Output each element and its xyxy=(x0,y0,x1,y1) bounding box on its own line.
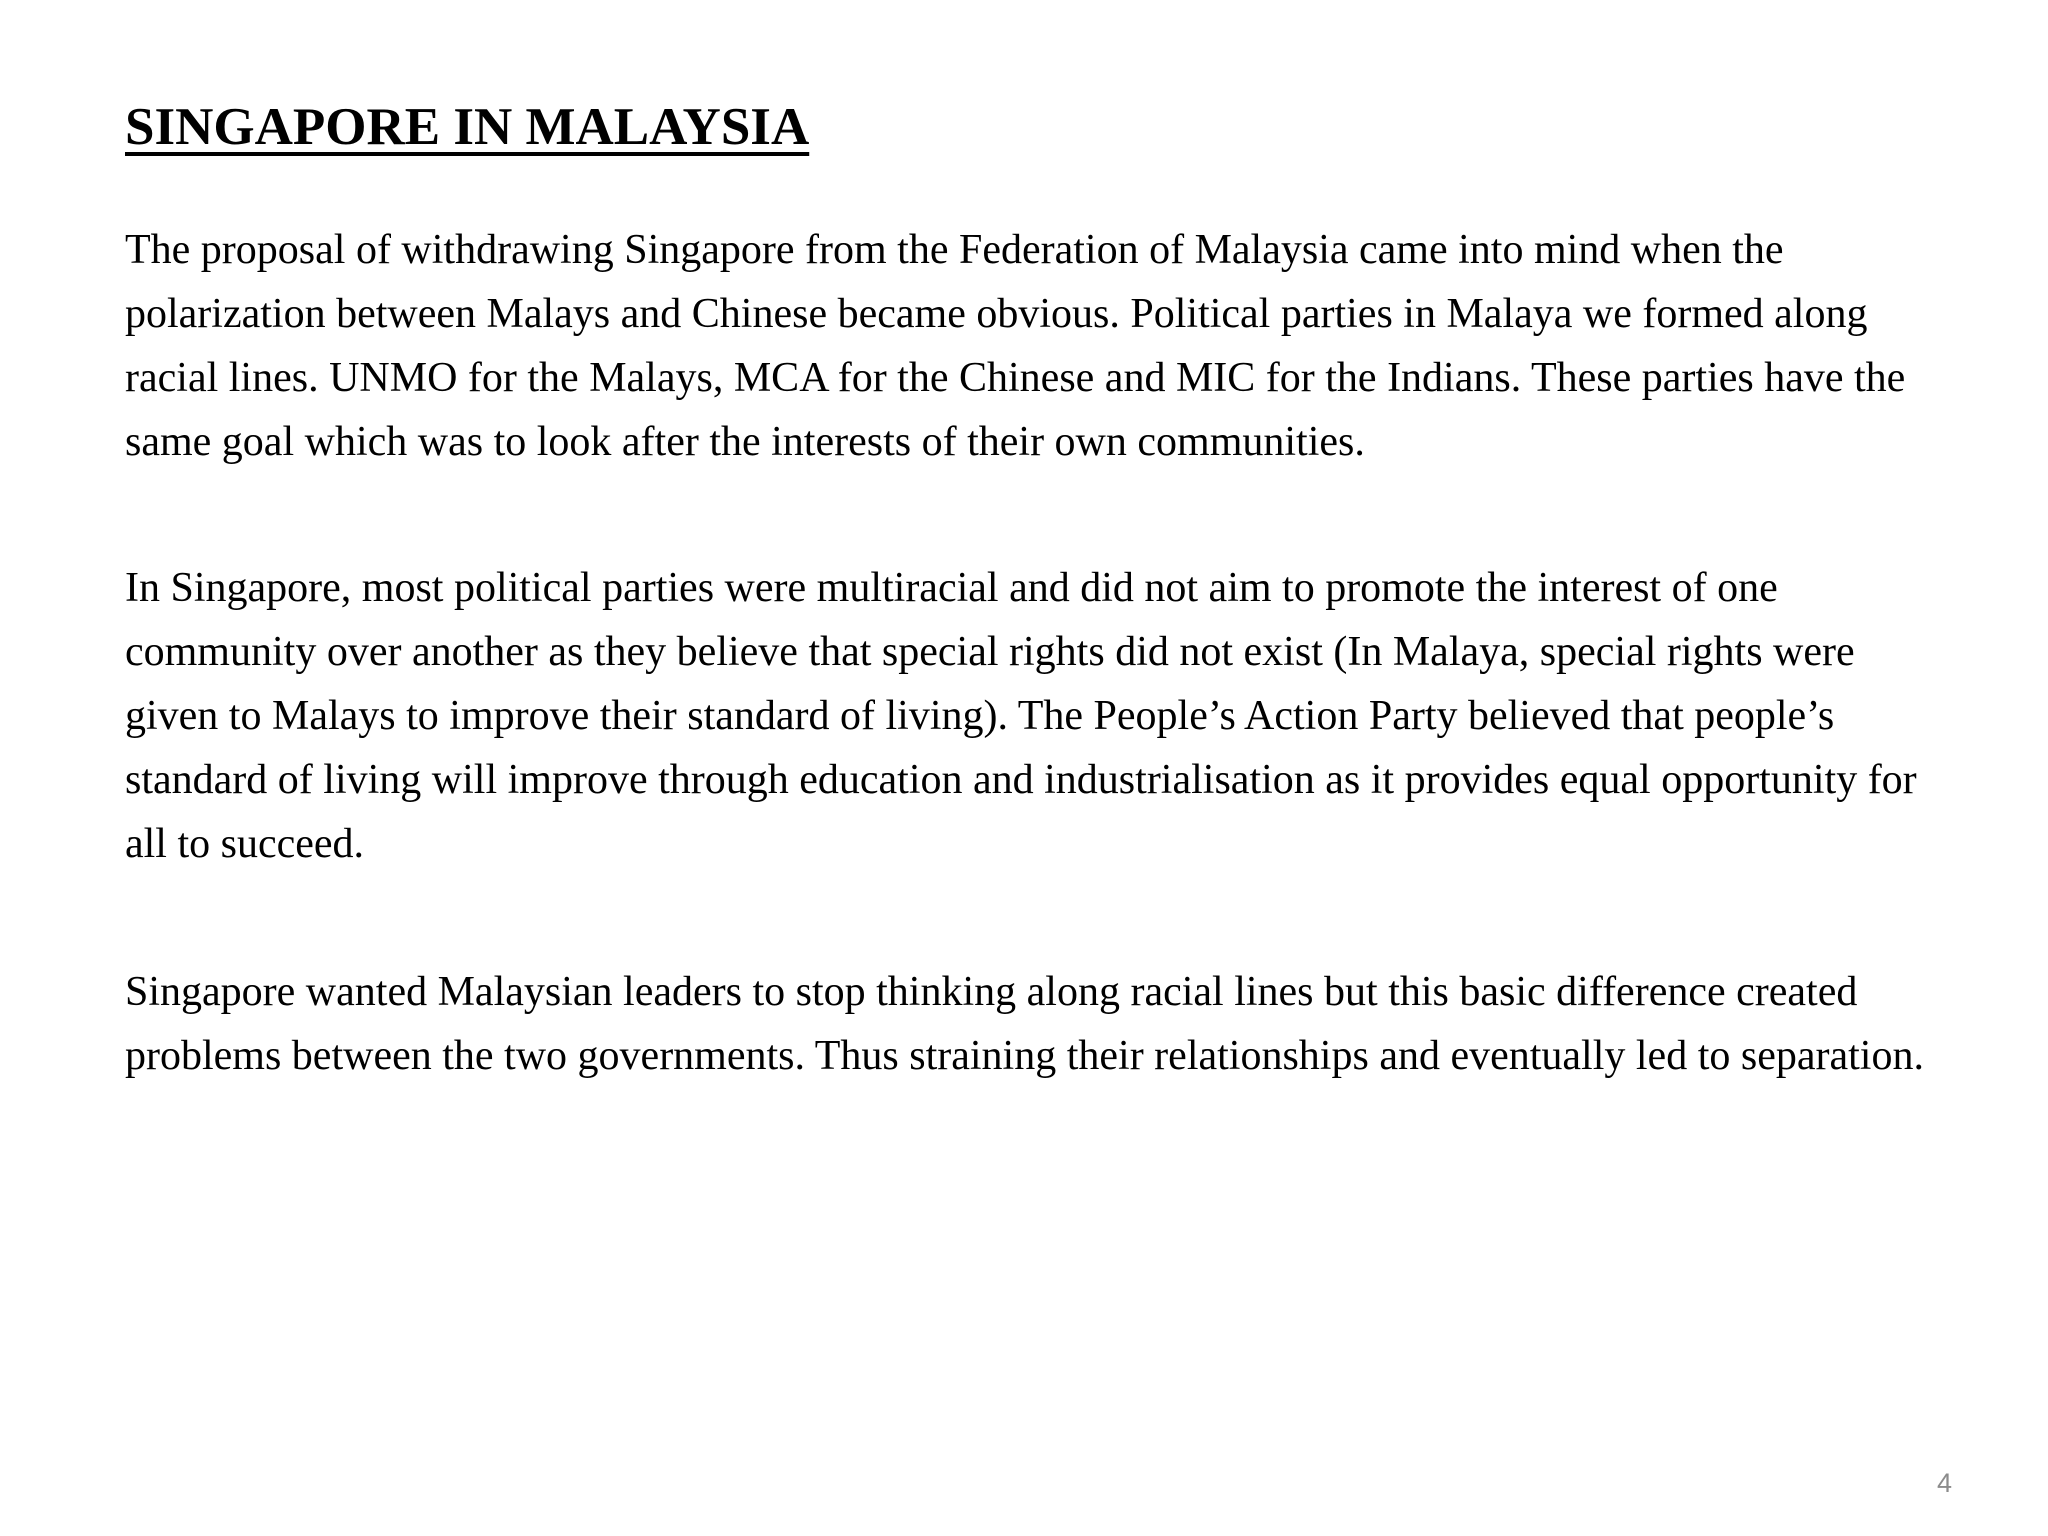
paragraph-separation: Singapore wanted Malaysian leaders to stop thinking along racial lines but this basic difference created problems between the two governments. Thus straining their relationships and eventually led to separation. xyxy=(125,969,1924,1079)
page-number: 4 xyxy=(1936,1468,1952,1498)
paragraph-singapore-parties: In Singapore, most political parties were multiracial and did not aim to promote the interest of one community over another as they believe that special rights did not exist (In Malaya, special rights were given to Malays to improve their standard of living). The People’s Action Party believed that people’s standard of living will improve through education and industrialisation as it provides equal opportunity for all to succeed. xyxy=(125,565,1917,867)
slide-title: SINGAPORE IN MALAYSIA xyxy=(125,98,810,156)
paragraph-polarization: The proposal of withdrawing Singapore from the Federation of Malaysia came into mind when the polarization between Malays and Chinese became obvious. Political parties in Malaya we formed along racial lines. UNMO for the Malays, MCA for the Chinese and MIC for the Indians. These parties have the same goal which was to look after the interests of their own communities. xyxy=(125,227,1906,465)
